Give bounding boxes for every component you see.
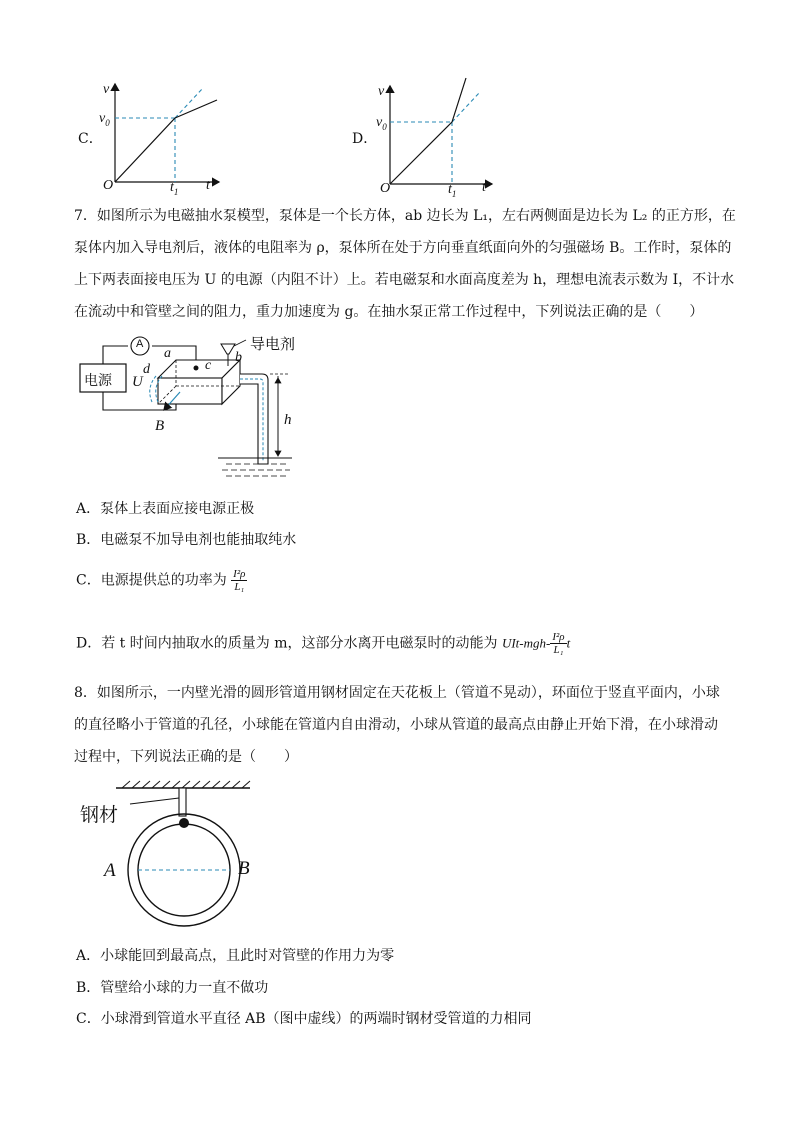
point-b-label: b bbox=[235, 350, 242, 365]
line-segment-2 bbox=[175, 100, 217, 118]
point-a-label: a bbox=[164, 346, 171, 361]
line-segment-1 bbox=[390, 122, 452, 184]
funnel bbox=[221, 344, 235, 354]
graph-d-t1-label: $t_1$ bbox=[448, 182, 457, 199]
steel-rod bbox=[179, 788, 186, 816]
q7-option-d-fraction: $\frac{\text{I²ρ}}{\text{L₁}}$ bbox=[552, 631, 565, 656]
q8-option-c: C．小球滑到管道水平直径 AB（图中虚线）的两端时钢材受管道的力相同 bbox=[76, 1011, 532, 1027]
line-segment-1 bbox=[115, 118, 175, 182]
q8-line-1: 8．如图所示，一内壁光滑的圆形管道用钢材固定在天花板上（管道不晃动），环面位于竖直平面内，小球 bbox=[74, 685, 720, 701]
q7-line-3: 上下两表面接电压为 U 的电源（内阻不计）上。若电磁泵和水面高度差为 h，理想电流表示数为 I，不计水 bbox=[74, 272, 735, 288]
point-a-ring-label: A bbox=[104, 860, 116, 881]
q8-ring-figure bbox=[100, 780, 270, 930]
q7-option-d: D．若 t 时间内抽取水的质量为 m，这部分水离开电磁泵时的动能为 UIt-mgh- $\frac{\text{I²ρ}}{\text{L₁}}$ t bbox=[76, 631, 571, 656]
q7-line-1: 7．如图所示为电磁抽水泵模型，泵体是一个长方体，ab 边长为 L₁，左右两侧面是边长为 L₂ 的正方形，在 bbox=[74, 208, 736, 224]
q8-option-a: A．小球能回到最高点，且此时对管壁的作用力为零 bbox=[76, 948, 395, 964]
graph-c bbox=[95, 78, 235, 198]
steel-label: 钢材 bbox=[80, 804, 119, 826]
option-c-label: C． bbox=[78, 131, 103, 147]
q8-line-2: 的直径略小于管道的孔径，小球能在管道内自由滑动，小球从管道的最高点由静止开始下滑，在小球滑动 bbox=[74, 717, 718, 733]
graph-d-v-label: v bbox=[378, 84, 385, 99]
q7-pump-figure bbox=[76, 330, 316, 490]
voltage-u-label: U bbox=[132, 374, 143, 390]
graph-d bbox=[370, 78, 510, 198]
point-d-label: d bbox=[143, 362, 150, 377]
q7-line-4: 在流动中和管壁之间的阻力，重力加速度为 g。在抽水泵正常工作过程中，下列说法正确的是（ ） bbox=[74, 304, 704, 320]
q8-option-b: B．管壁给小球的力一直不做功 bbox=[76, 980, 269, 996]
point-b-ring-label: B bbox=[238, 858, 250, 879]
option-d-label: D． bbox=[352, 131, 378, 147]
extension-dashed bbox=[175, 88, 203, 118]
q8-line-3: 过程中，下列说法正确的是（ ） bbox=[74, 749, 298, 765]
line-segment-2 bbox=[452, 78, 466, 122]
graph-c-t1-label: $t_1$ bbox=[170, 180, 179, 197]
graph-c-t-label: t bbox=[206, 178, 210, 193]
q7-option-a: A．泵体上表面应接电源正极 bbox=[76, 501, 255, 517]
ball bbox=[179, 818, 189, 828]
point-c-label: c bbox=[205, 358, 212, 373]
ammeter-label: A bbox=[136, 338, 144, 350]
q7-option-c: C．电源提供总的功率为 $\frac{\text{I²ρ}}{\text{L₁}}$ bbox=[76, 568, 246, 593]
steel-pointer bbox=[130, 798, 179, 804]
pipe bbox=[240, 374, 268, 464]
magnetic-b-label: B bbox=[155, 418, 165, 434]
graph-d-t-label: t bbox=[482, 180, 486, 195]
q7-option-b: B．电磁泵不加导电剂也能抽取纯水 bbox=[76, 532, 297, 548]
graph-c-origin: O bbox=[103, 178, 114, 193]
wire-top bbox=[103, 346, 128, 364]
conductor-label: 导电剂 bbox=[250, 335, 296, 353]
graph-d-origin: O bbox=[380, 181, 391, 196]
q7-line-2: 泵体内加入导电剂后，液体的电阻率为 ρ，泵体所在处于方向垂直纸面向外的匀强磁场 B。工作时，泵体的 bbox=[74, 240, 732, 256]
graph-d-v0-label: $v_0$ bbox=[376, 115, 387, 132]
graph-c-v0-label: $v_0$ bbox=[99, 111, 110, 128]
height-h-label: h bbox=[284, 412, 292, 428]
graph-c-v-label: v bbox=[103, 82, 110, 97]
q7-option-c-fraction: $\frac{\text{I²ρ}}{\text{L₁}}$ bbox=[233, 568, 246, 593]
power-source-label: 电源 bbox=[84, 373, 112, 389]
pump-front bbox=[158, 378, 222, 404]
